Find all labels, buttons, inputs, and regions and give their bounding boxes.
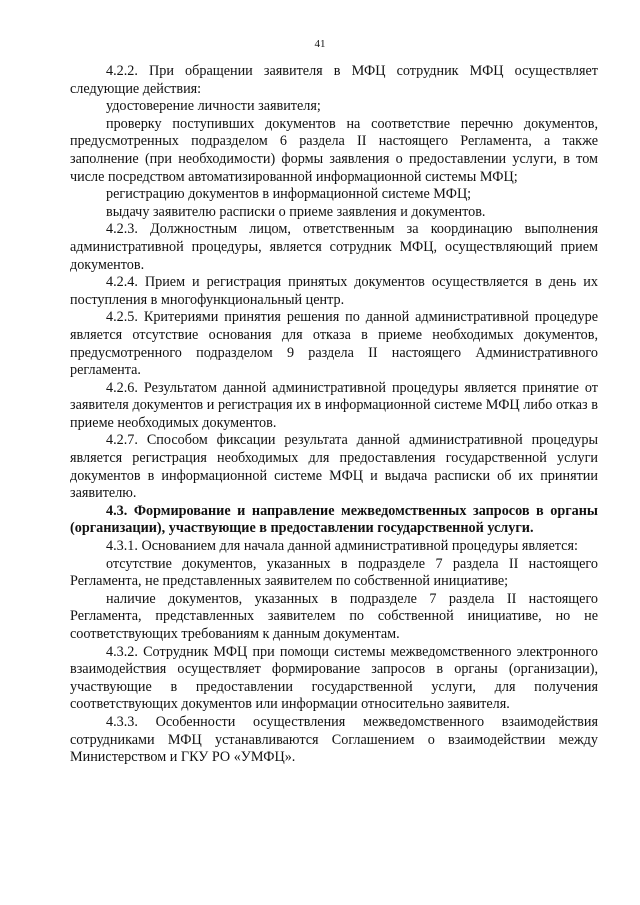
paragraph: 4.2.7. Способом фиксации результата данной административной процедуры является регистрация необходимых для предоставления государственной услуги документов в информационной системе МФЦ и выдача расписки об их принятии заявителю. bbox=[70, 432, 598, 502]
paragraph: выдачу заявителю расписки о приеме заявления и документов. bbox=[106, 203, 486, 220]
paragraph: 4.3.3. Особенности осуществления межведомственного взаимодействия сотрудниками МФЦ устанавливаются Соглашением о взаимодействии между Министерством и ГКУ РО «УМФЦ». bbox=[70, 713, 598, 766]
paragraph: 4.2.6. Результатом данной административной процедуры является принятие от заявителя документов и регистрация их в информационной системе МФЦ либо отказ в приеме необходимых документов. bbox=[70, 379, 598, 431]
paragraph: 4.2.2. При обращении заявителя в МФЦ сотрудник МФЦ осуществляет следующие действия: bbox=[70, 63, 598, 97]
section-heading: 4.3. Формирование и направление межведомственных запросов в органы (организации), участвующие в предоставлении государственной услуги. bbox=[70, 502, 598, 537]
paragraph: 4.2.5. Критериями принятия решения по данной административной процедуре является отсутствие основания для отказа в приеме необходимых документов, предусмотренного подразделом 9 раздела II настоящего Административного регламента. bbox=[70, 309, 598, 379]
paragraph: 4.3.1. Основанием для начала данной административной процедуры является: bbox=[106, 538, 578, 555]
paragraph: 4.3.2. Сотрудник МФЦ при помощи системы межведомственного электронного взаимодействия осуществляет формирование запросов в органы (организации), участвующие в предоставлении государственной услуги, для получения соответствующих документов или информации относительно заявителя. bbox=[70, 643, 598, 713]
document-body bbox=[70, 63, 598, 767]
paragraph: регистрацию документов в информационной системе МФЦ; bbox=[106, 186, 472, 203]
paragraph: проверку поступивших документов на соответствие перечню документов, предусмотренных подразделом 6 раздела II настоящего Регламента, а также заполнение (при необходимости) формы заявления о предоставлении услуги, в том числе посредством автоматизированной информационной системы МФЦ; bbox=[70, 115, 598, 185]
paragraph: удостоверение личности заявителя; bbox=[106, 98, 321, 115]
page-number: 41 bbox=[314, 38, 326, 50]
paragraph: 4.2.4. Прием и регистрация принятых документов осуществляется в день их поступления в многофункциональный центр. bbox=[70, 274, 598, 308]
paragraph: наличие документов, указанных в подразделе 7 раздела II настоящего Регламента, представленных заявителем по собственной инициативе, но не соответствующих требованиям к данным документам. bbox=[70, 590, 598, 642]
paragraph: 4.2.3. Должностным лицом, ответственным за координацию выполнения административной процедуры, является сотрудник МФЦ, осуществляющий прием документов. bbox=[70, 221, 598, 273]
paragraph: отсутствие документов, указанных в подразделе 7 раздела II настоящего Регламента, не представленных заявителем по собственной инициативе; bbox=[70, 555, 598, 590]
